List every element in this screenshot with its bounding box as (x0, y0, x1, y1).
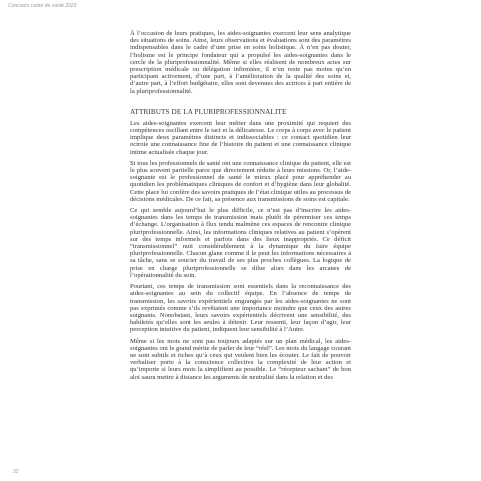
body-paragraph: Pourtant, ces temps de transmission sont essentiels dans la reconnaissance des aides-soignantes au sein du collectif équipe. En l’absence de temps de transmission, les savoirs expérientiels engrangés par les aides-soignantes ne sont pas exprimés comme s’ils revêtaient une importance moindre que ceux des autres soignants. Nonobstant, leurs savoirs expérientiels décrivent une sensibilité, des habiletés qu’elles sont les seules à détenir. Leur ressenti, leur façon d’agir, leur perception intuitive du patient, indiquent leur sensibilité à l’Autre. (130, 283, 351, 334)
running-header: Concours cadre de santé 2023 (8, 3, 77, 9)
body-paragraph: Ce qui semble aujourd’hui le plus difficile, ce n’est pas d’inscrire les aides-soignantes dans les temps de transmission mais plutôt de pérenniser ces temps d’échange. L’organisation à flux tendu malmène ces espaces de rencontre clinique pluriprofessionnelle. Ainsi, les informations cliniques relatives au patient s’opèrent sur des temps informels et parfois dans des lieux inappropriés. Ce déficit “transmissionnel” nuit considérablement à la dynamique du faire équipe pluriprofessionnelle. Chacun glane comme il le peut les informations nécessaires à sa tâche, sans se soucier du travail de ses plus proches collègues. La logique de prise en charge pluriprofessionnelle se dilue alors dans les arcanes de l’opérationnalité du soin. (130, 207, 351, 279)
section-heading: ATTRIBUTS DE LA PLURIPROFESSIONNALITE (130, 107, 287, 116)
body-paragraph: Si tous les professionnels de santé ont une connaissance clinique du patient, elle est le plus souvent partielle parce que directement réduite à leurs missions. Or, l’aide-soignante est le professionnel de santé le mieux placé pour appréhender au quotidien les problématiques cliniques de confort et d’hygiène dans leur globalité. Cette place lui confère des savoirs pratiques de l’état clinique utiles au processus de décisions médicales. De ce fait, sa présence aux transmissions de soins est capitale. (130, 159, 351, 203)
intro-paragraph: À l’occasion de leurs pratiques, les aides-soignantes exercent leur sens analytique des situations de soins. Ainsi, leurs observations et évaluations sont des paramètres indispensables dans le cadre d’une prise en soins holistique. À n’en pas douter, l’holisme est le principe fondateur qui a propulsé les aides-soignantes dans le cercle de la pluriprofessionnalité. Même si elles réalisent de nombreux actes sur prescription médicale ou délégation infirmière, il n’en reste pas moins qu’en participant activement, d’une part, à l’amélioration de la qualité des soins et, d’autre part, à l’effort budgétaire, elles sont devenues des actrices à part entière de la pluriprofessionnalité. (130, 30, 351, 95)
page-number: 32 (13, 469, 19, 475)
page-body (130, 30, 351, 385)
body-paragraph: Les aides-soignantes exercent leur métier dans une proximité qui requiert des compétences oscillant entre le tact et la délicatesse. Le corps à corps avec le patient implique deux paramètres distincts et indissociables : ce contact quotidien leur octroie une connaissance fine de l’histoire du patient et une connaissance clinique intime actualisée chaque jour. (130, 119, 351, 156)
body-paragraph: Même si les mots ne sont pas toujours adaptés sur un plan médical, les aides-soignantes ont le grand mérite de parler de leur “réel”. Les mots du langage courant ne sont subtils et riches qu’à ceux qui veulent bien les écouter. Le fait de pouvoir verbaliser porte à la conscience collective la complexité de leur action et qu’importe si leurs mots la simplifient au possible. Le “récepteur sachant” de bon aloi saura mettre à distance les arguments de neutralité dans la relation et des (130, 337, 351, 381)
